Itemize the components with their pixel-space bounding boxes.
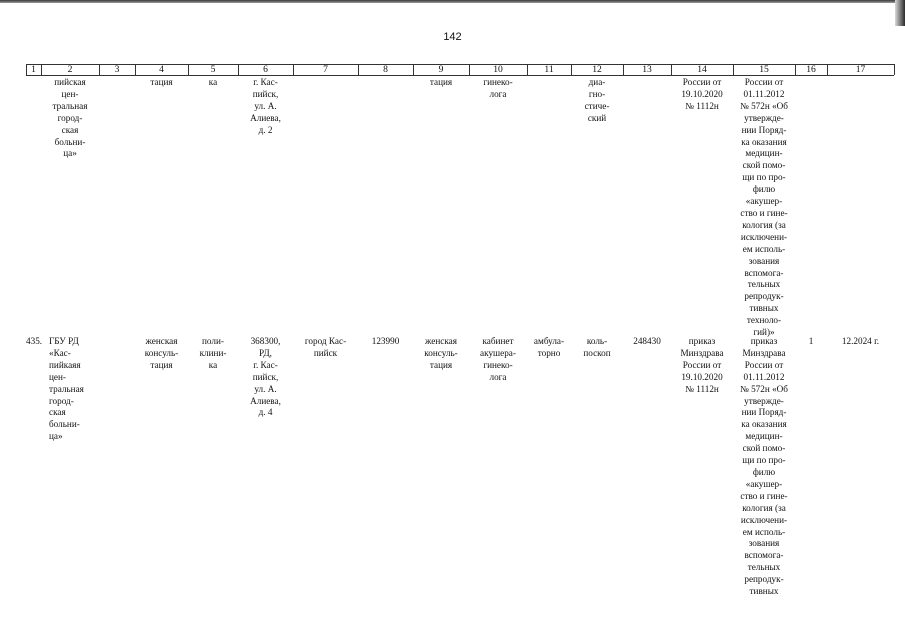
row435-c11: амбула- торно [533, 336, 565, 358]
row435-c13: 248430 [633, 336, 661, 346]
row435-c9: женская консуль- тация [424, 336, 458, 370]
colnum-3: 3 [114, 64, 120, 75]
scan-edge-corner [895, 0, 905, 26]
colnum-1: 1 [31, 64, 36, 75]
prev-c9: тация [429, 77, 453, 87]
colnum-2: 2 [67, 64, 73, 75]
prev-c4: тация [150, 77, 173, 87]
colnum-6: 6 [263, 64, 268, 75]
page-number: 142 [443, 31, 462, 43]
prev-c12: диа- гно- стиче- ский [584, 77, 610, 123]
row435-c8: 123990 [371, 336, 400, 346]
prev-c2: пийская цен- тральная город- ская больни- ца» [52, 77, 88, 159]
row435-c1: 435. [26, 336, 43, 346]
row435-c15: приказ Минздрава России от 01.11.2012 № 572н «Об утвержде- нии Поряд- ка оказания медицин- ской помо- щи по про- филю «акушер- ство и гине- кология (за исключени- ем исполь- зования вспомога- тельных репродук- тивных [740, 336, 788, 597]
row435-c6: 368300, РД, г. Кас- пийск, ул. А. Алиева, д. 4 [250, 336, 281, 418]
row435-c16: 1 [808, 336, 814, 346]
row435-c14: приказ Минздрава России от 19.10.2020 № 1112н [680, 336, 724, 394]
prev-c14: России от 19.10.2020 № 1112н [681, 77, 723, 111]
colnum-10: 10 [493, 64, 503, 75]
row435-c4: женская консуль- тация [144, 336, 179, 370]
colnum-13: 13 [642, 64, 652, 75]
row435-c10: кабинет акушера- гинеко- лога [480, 336, 516, 382]
colnum-14: 14 [697, 64, 707, 75]
colnum-12: 12 [592, 64, 602, 75]
prev-c10: гинеко- лога [483, 77, 513, 99]
colnum-17: 17 [855, 64, 866, 75]
column-divider [894, 64, 895, 75]
colnum-15: 15 [759, 64, 769, 75]
prev-c5: ка [208, 77, 218, 87]
colnum-9: 9 [438, 64, 444, 75]
colnum-7: 7 [323, 64, 328, 75]
prev-c15: России от 01.11.2012 № 572н «Об утвержде- нии Поряд- ка оказания медицин- ской помо- щи по про- филю «акушер- ство и гине- кология (за исключени- ем исполь- зования вспомога- тельных репродук- тивных техноло- гий)» [740, 77, 788, 338]
scan-edge-top [0, 0, 905, 3]
row435-c7: город Кас- пийск [304, 336, 347, 358]
row435-c12: коль- поскоп [583, 336, 611, 358]
row435-c5: поли- клини- ка [199, 336, 227, 370]
colnum-11: 11 [544, 64, 554, 75]
colnum-5: 5 [210, 64, 216, 75]
colnum-4: 4 [159, 64, 164, 75]
prev-c6: г. Кас- пийск, ул. А. Алиева, д. 2 [250, 77, 281, 135]
colnum-8: 8 [383, 64, 388, 75]
row435-c17: 12.2024 г. [841, 336, 880, 346]
colnum-16: 16 [806, 64, 816, 75]
row435-c2: ГБУ РД «Кас- пийкаяя цен- тральная город- ская больни- ца» [49, 336, 84, 442]
